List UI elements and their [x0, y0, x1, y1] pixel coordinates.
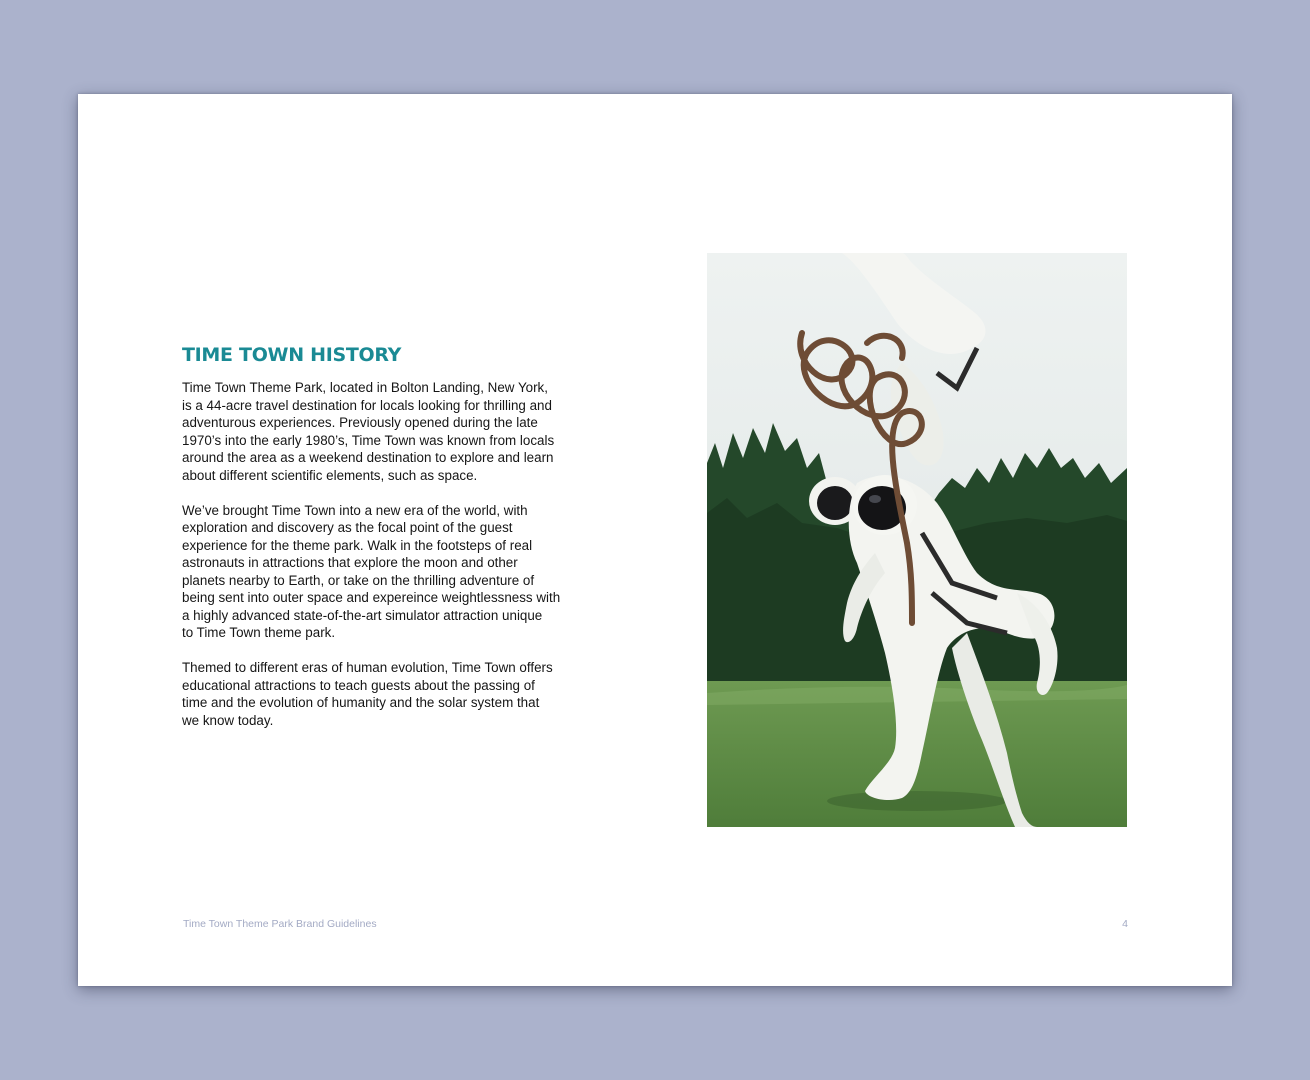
- paragraph-2: We’ve brought Time Town into a new era of the world, with exploration and discovery as the focal point of the guest experience for the theme park. Walk in the footsteps of real astronauts in attractions that explore the moon and other planets nearby to Earth, or take on the thrilling adventure of being sent into outer space and expereince weightlessness with a highly advanced state-of-the-art simulator attraction unique to Time Town theme park.: [182, 502, 561, 640]
- body-text: [182, 379, 602, 747]
- astronaut-photo: [707, 253, 1127, 827]
- section-heading: TIME TOWN HISTORY: [182, 344, 402, 366]
- page-number: 4: [1122, 918, 1128, 930]
- paragraph-1: Time Town Theme Park, located in Bolton Landing, New York, is a 44-acre travel destination for locals looking for thrilling and adventurous experiences. Previously opened during the late 1970’s into the early 1980’s, Time Town was known from locals around the area as a weekend destination to explore and learn about different scientific elements, such as space.: [182, 380, 555, 483]
- document-page: [78, 94, 1232, 986]
- footer-title: Time Town Theme Park Brand Guidelines: [183, 918, 377, 930]
- paragraph-3: Themed to different eras of human evolution, Time Town offers educational attractions to teach guests about the passing of time and the evolution of humanity and the solar system that we know today.: [182, 660, 553, 728]
